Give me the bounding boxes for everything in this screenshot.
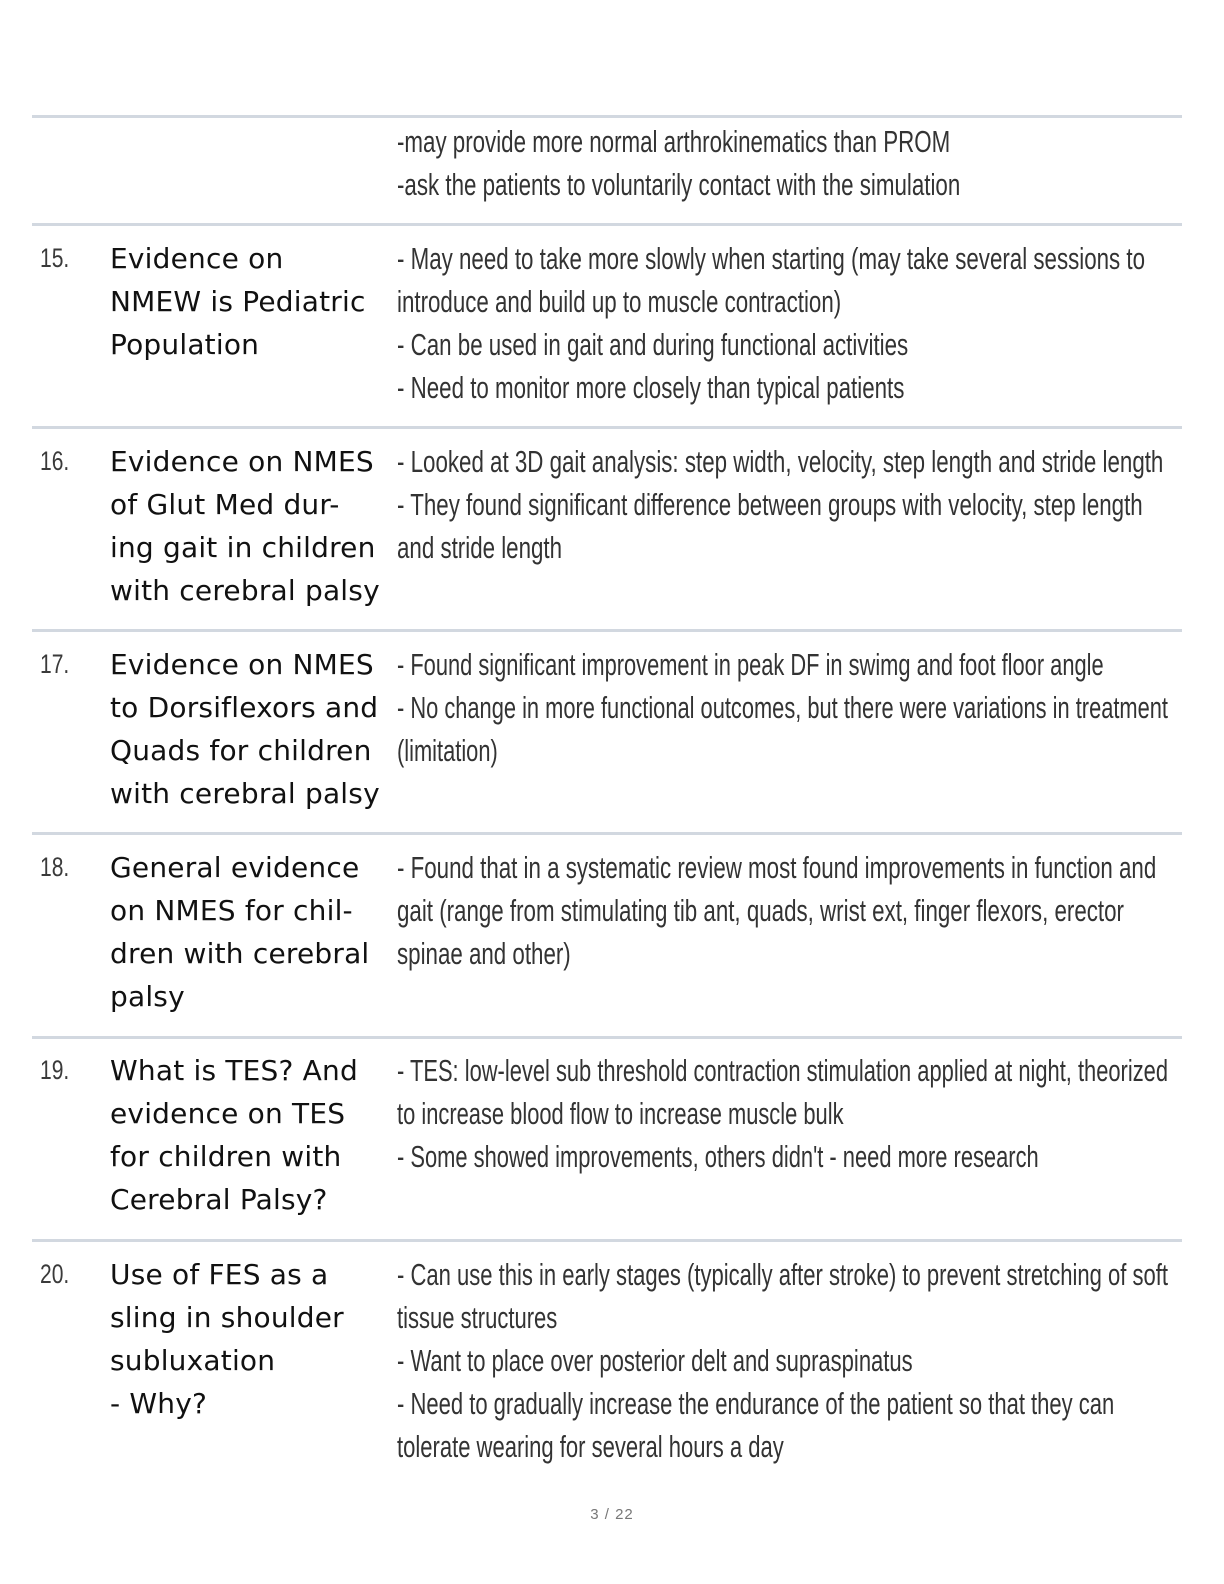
card-term	[110, 1253, 395, 1425]
card-number: 16.	[40, 446, 70, 476]
definition-line: - Can be used in gait and during functional activities	[397, 327, 909, 362]
definition-line: - Can use this in early stages (typically after stroke) to prevent stretching of soft	[397, 1257, 1168, 1292]
card-term	[110, 440, 395, 612]
term-line: sling in shoulder	[110, 1301, 344, 1334]
definition-line: -may provide more normal arthrokinematics than PROM	[397, 124, 951, 159]
term-line: Evidence on NMES	[110, 445, 374, 478]
term-line: Population	[110, 328, 260, 361]
term-line: - Why?	[110, 1387, 208, 1420]
card-term	[110, 846, 395, 1018]
page-number: 3 / 22	[590, 1506, 634, 1523]
divider	[32, 115, 1182, 118]
card-term	[110, 237, 395, 366]
term-line: subluxation	[110, 1344, 276, 1377]
card-number: 18.	[40, 852, 70, 882]
divider	[32, 832, 1182, 835]
card-number: 15.	[40, 243, 70, 273]
term-line: Evidence on NMES	[110, 648, 374, 681]
definition-line: - Found significant improvement in peak DF in swimg and foot floor angle	[397, 647, 1104, 682]
definition-line: - Want to place over posterior delt and supraspinatus	[397, 1343, 913, 1378]
card-number: 17.	[40, 649, 70, 679]
divider	[32, 223, 1182, 226]
definition-line: tissue structures	[397, 1300, 558, 1335]
term-line: with cerebral palsy	[110, 777, 380, 810]
term-line: Cerebral Palsy?	[110, 1183, 328, 1216]
card-definition	[397, 643, 1168, 772]
term-line: Use of FES as a	[110, 1258, 329, 1291]
term-line: of Glut Med dur-	[110, 488, 340, 521]
definition-line: - They found significant difference between groups with velocity, step length	[397, 487, 1143, 522]
card-definition	[397, 440, 1163, 569]
card-definition	[397, 1049, 1168, 1178]
term-line: Quads for children	[110, 734, 372, 767]
divider	[32, 629, 1182, 632]
card-term	[110, 1049, 395, 1221]
card-definition	[397, 846, 1156, 975]
definition-line: - Need to monitor more closely than typical patients	[397, 370, 905, 405]
divider	[32, 1239, 1182, 1242]
definition-line: tolerate wearing for several hours a day	[397, 1429, 784, 1464]
definition-line: -ask the patients to voluntarily contact with the simulation	[397, 167, 961, 202]
term-line: What is TES? And	[110, 1054, 358, 1087]
term-line: Evidence on	[110, 242, 284, 275]
definition-line: - Found that in a systematic review most found improvements in function and	[397, 850, 1157, 885]
definition-line: spinae and other)	[397, 936, 571, 971]
card-number: 20.	[40, 1259, 70, 1289]
card-definition	[397, 1253, 1168, 1468]
term-line: dren with cerebral	[110, 937, 370, 970]
definition-line: gait (range from stimulating tib ant, quads, wrist ext, finger flexors, erector	[397, 893, 1124, 928]
term-line: palsy	[110, 980, 185, 1013]
definition-line: - Need to gradually increase the endurance of the patient so that they can	[397, 1386, 1115, 1421]
term-line: for children with	[110, 1140, 342, 1173]
definition-line: and stride length	[397, 530, 563, 565]
continuation-definition	[397, 120, 960, 206]
term-line: on NMES for chil-	[110, 894, 353, 927]
divider	[32, 1036, 1182, 1039]
definition-line: - Looked at 3D gait analysis: step width, velocity, step length and stride length	[397, 444, 1164, 479]
term-line: with cerebral palsy	[110, 574, 380, 607]
term-line: to Dorsiflexors and	[110, 691, 379, 724]
definition-line: - Some showed improvements, others didn't - need more research	[397, 1139, 1039, 1174]
divider	[32, 426, 1182, 429]
term-line: ing gait in children	[110, 531, 376, 564]
term-line: General evidence	[110, 851, 360, 884]
definition-line: (limitation)	[397, 733, 498, 768]
definition-line: - May need to take more slowly when starting (may take several sessions to	[397, 241, 1146, 276]
definition-line: - TES: low-level sub threshold contraction stimulation applied at night, theorized	[397, 1053, 1168, 1088]
definition-line: - No change in more functional outcomes, but there were variations in treatment	[397, 690, 1168, 725]
term-line: evidence on TES	[110, 1097, 346, 1130]
card-number: 19.	[40, 1055, 70, 1085]
definition-line: introduce and build up to muscle contraction)	[397, 284, 842, 319]
card-term	[110, 643, 395, 815]
definition-line: to increase blood flow to increase muscle bulk	[397, 1096, 844, 1131]
card-definition	[397, 237, 1145, 409]
term-line: NMEW is Pediatric	[110, 285, 366, 318]
